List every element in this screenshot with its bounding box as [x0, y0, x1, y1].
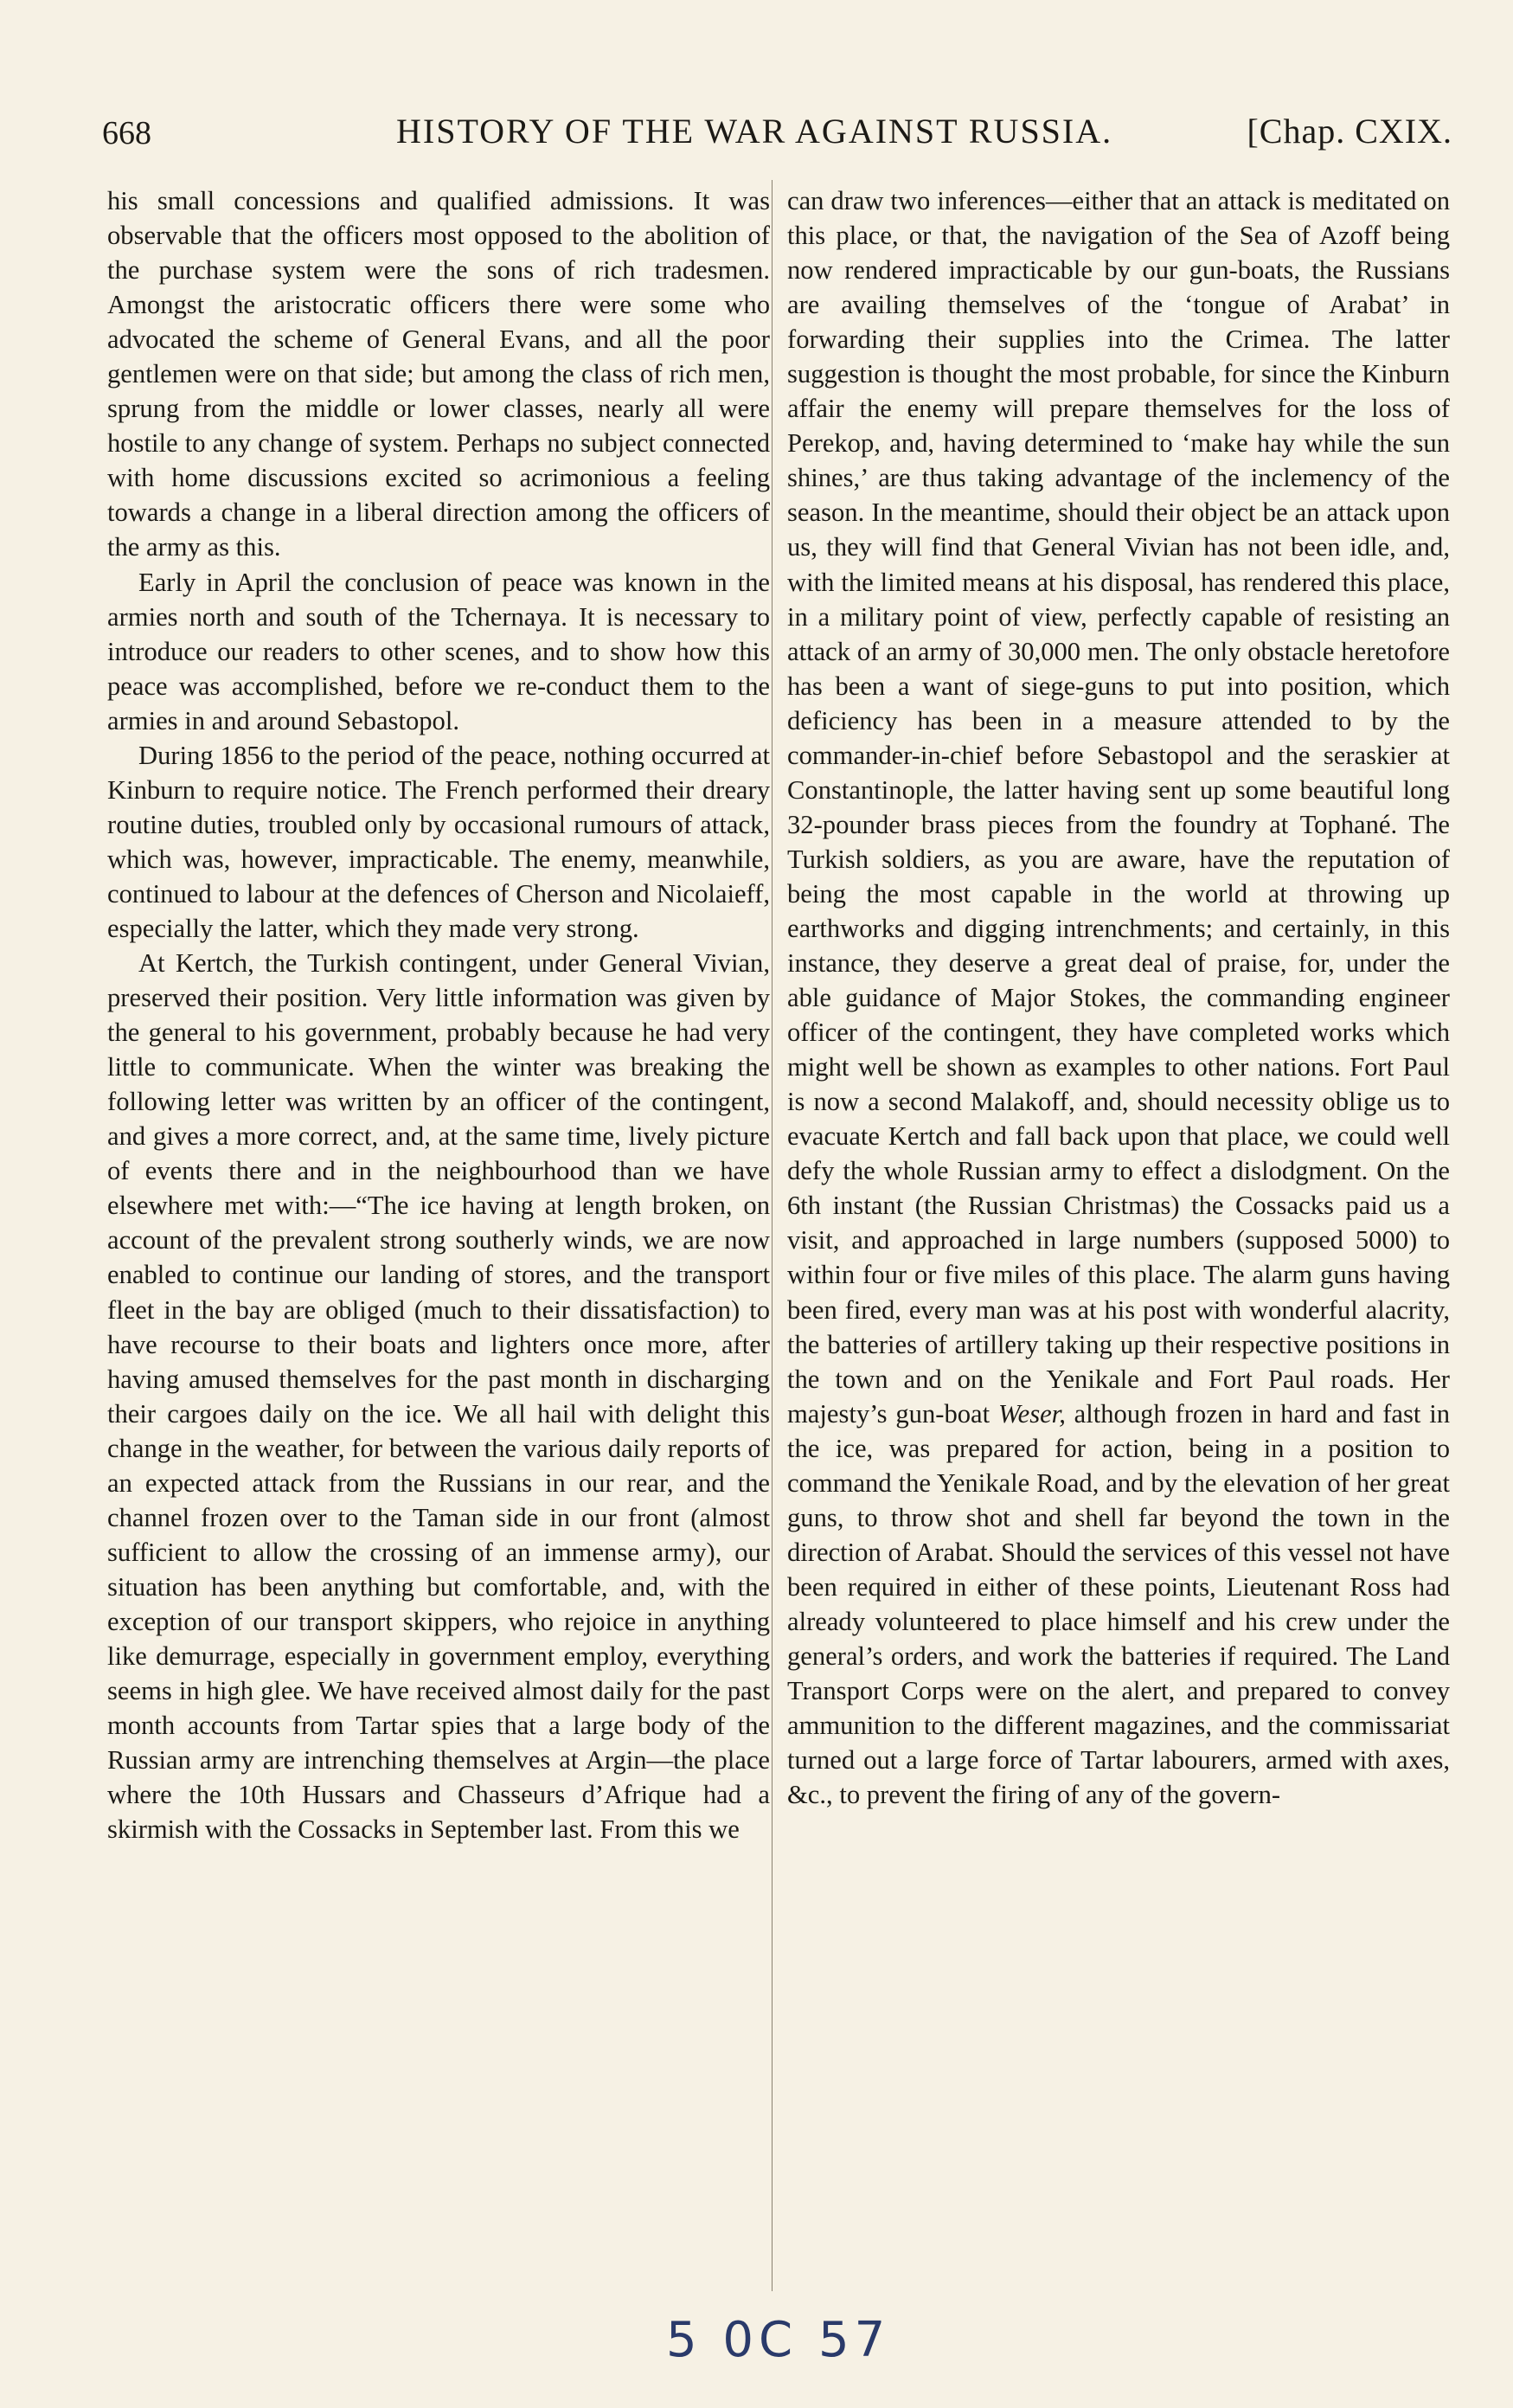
paragraph-text: although frozen in hard and fast in the ice, was prepared for action, being in a position to command the Yenikale Road, and by the elevation of her great guns, to throw shot and shell far beyond the town in the direction of Arabat. Should the services of this vessel not have been required in either of these points, Lieutenant Ross had already volunteered to place himself and his crew under the general’s orders, and work the batteries if required. The Land Transport Corps were on the alert, and prepared to convey ammunition to the different magazines, and the commissariat turned out a large force of Tartar labourers, armed with axes, &c., to prevent the firing of any of the govern-	[787, 1398, 1450, 1810]
running-header	[102, 111, 1452, 159]
paragraph: At Kertch, the Turkish contingent, under General Vivian, preserved their position. Very little information was given by the general to his government, probably because he had very little to communicate. When the winter was breaking the following letter was written by an officer of the contingent, and gives a more correct, and, at the same time, lively picture of events there and in the neighbourhood than we have elsewhere met with:—“The ice having at length broken, on account of the prevalent strong southerly winds, we are now enabled to continue our landing of stores, and the transport fleet in the bay are obliged (much to their dissatisfaction) to have recourse to their boats and lighters once more, after having amused themselves for the past month in discharging their cargoes daily on the ice. We all hail with delight this change in the weather, for between the various daily reports of an expected attack from the Russians in our rear, and the channel frozen over to the Taman side in our front (almost sufficient to allow the crossing of an immense army), our situation has been anything but comfortable, and, with the exception of our transport skippers, who rejoice in anything like demurrage, especially in government employ, everything seems in high glee. We have received almost daily for the past month accounts from Tartar spies that a large body of the Russian army are intrenching themselves at Argin—the place where the 10th Hussars and Chasseurs d’Afrique had a skirmish with the Cossacks in September last. From this we	[107, 948, 770, 1845]
paragraph	[787, 183, 1450, 1812]
column-divider	[772, 180, 773, 2291]
running-title: HISTORY OF THE WAR AGAINST RUSSIA.	[396, 112, 1113, 151]
paragraph-text: can draw two inferences—either that an attack is meditated on this place, or that, the navigation of the Sea of Azoff being now rendered impracticable by our gun-boats, the Russians are availing themselves of the ‘tongue of Arabat’ in forwarding their supplies into the Crimea. The latter suggestion is thought the most probable, for since the Kinburn affair the enemy will prepare themselves for the loss of Perekop, and, having determined to ‘make hay while the sun shines,’ are thus taking advantage of the inclemency of the season. In the meantime, should their object be an attack upon us, they will find that General Vivian has not been idle, and, with the limited means at his disposal, has rendered this place, in a military point of view, perfectly capable of resisting an attack of an army of 30,000 men. The only obstacle heretofore has been a want of siege-guns to put into position, which deficiency has been in a measure attended to by the commander-in-chief before Sebastopol and the seraskier at Constantinople, the latter having sent up some beautiful long 32-pounder brass pieces from the foundry at Tophané. The Turkish soldiers, as you are aware, have the reputation of being the most capable in the world at throwing up earthworks and digging intrenchments; and certainly, in this instance, they deserve a great deal of praise, for, under the able guidance of Major Stokes, the commanding engineer officer of the contingent, they have completed works which might well be shown as examples to other nations. Fort Paul is now a second Malakoff, and, should necessity oblige us to evacuate Kertch and fall back upon that place, we could well defy the whole Russian army to effect a dislodgment. On the 6th instant (the Russian Christmas) the Cossacks paid us a visit, and approached in large numbers (supposed 5000) to within four or five miles of this place. The alarm guns having been fired, every man was at his post with wonderful alacrity, the batteries of artillery taking up their respective positions in the town and on the Yenikale and Fort Paul roads. Her majesty’s gun-boat	[787, 186, 1450, 1429]
left-column	[107, 183, 770, 1846]
paragraph: During 1856 to the period of the peace, nothing occurred at Kinburn to require notice. The French performed their dreary routine duties, troubled only by occasional rumours of attack, which was, however, impracticable. The enemy, meanwhile, continued to labour at the defences of Cherson and Nicolaieff, especially the latter, which they made very strong.	[107, 740, 770, 943]
paragraph: Early in April the conclusion of peace was known in the armies north and south of the Tchernaya. It is necessary to introduce our readers to other scenes, and to show how this peace was accomplished, before we re-conduct them to the armies in and around Sebastopol.	[107, 567, 770, 735]
ship-name: Weser,	[997, 1398, 1066, 1429]
library-stamp: 5 0C 57	[666, 2312, 891, 2368]
page-number: 668	[102, 115, 151, 151]
right-column	[787, 183, 1450, 1812]
paragraph: his small concessions and qualified admissions. It was observable that the officers most opposed to the abolition of the purchase system were the sons of rich tradesmen. Amongst the aristocratic officers there were some who advocated the scheme of General Evans, and all the poor gentlemen were on that side; but among the class of rich men, sprung from the middle or lower classes, nearly all were hostile to any change of system. Perhaps no subject connected with home discussions excited so acrimonious a feeling towards a change in a liberal direction among the officers of the army as this.	[107, 186, 770, 562]
chapter-label: [Chap. CXIX.	[1247, 112, 1452, 151]
